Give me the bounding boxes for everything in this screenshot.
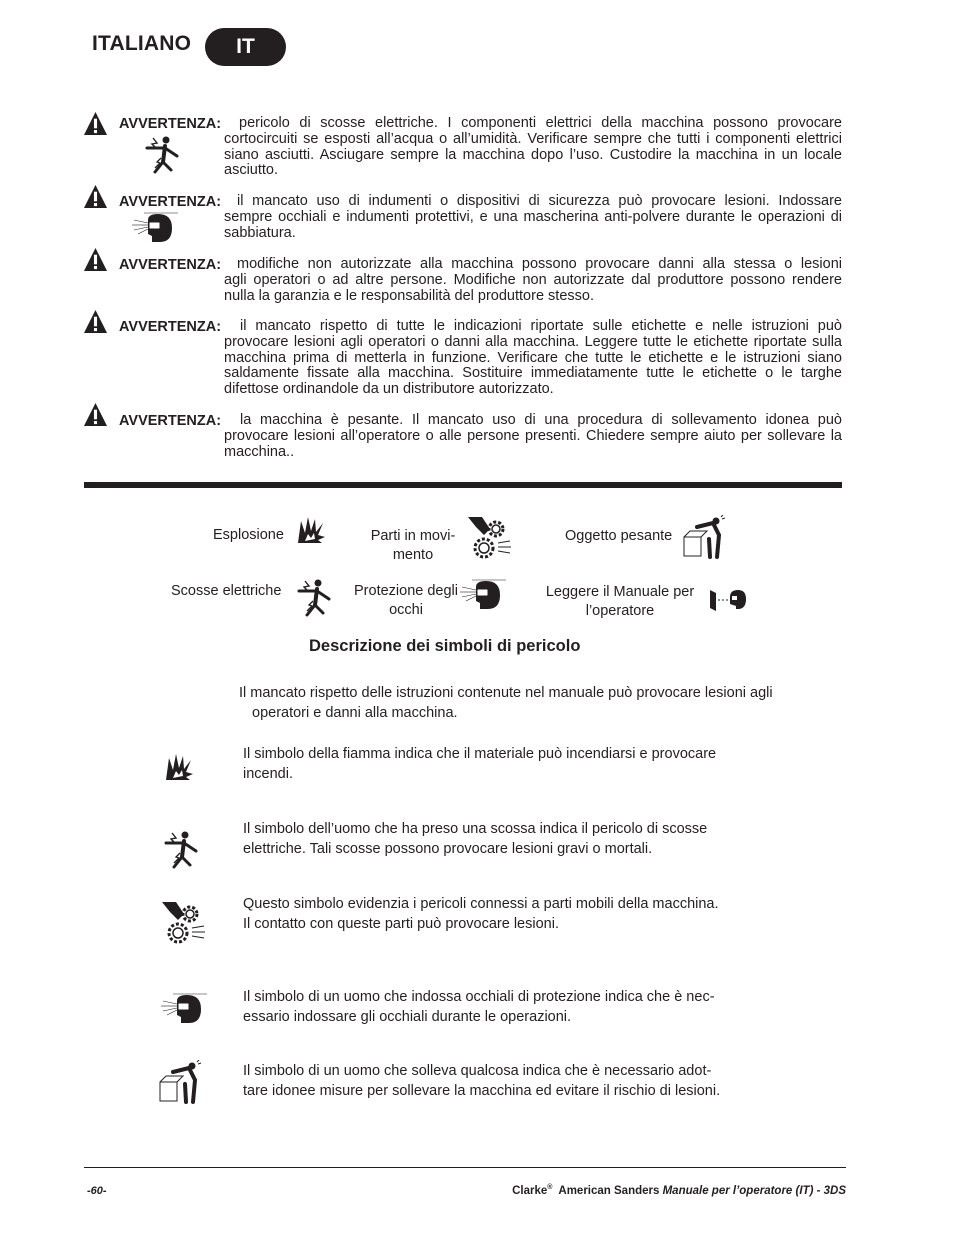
warning-first-line: pericolo di scosse elettriche. I componenti elettrici della macchina possono provocare	[239, 115, 842, 131]
section-divider	[84, 482, 842, 488]
footer-company: American Sanders	[558, 1184, 660, 1197]
footer-title	[512, 1184, 846, 1197]
section-title: Descrizione dei simboli di pericolo	[309, 637, 581, 655]
intro-line: operatori e danni alla macchina.	[252, 704, 458, 721]
explosion-icon	[296, 515, 326, 545]
warning-triangle-icon	[83, 309, 108, 334]
warning-triangle-icon	[83, 247, 108, 272]
electric-shock-icon	[141, 134, 181, 174]
electric-shock-icon	[160, 829, 200, 869]
warning-label: AVVERTENZA:	[119, 413, 222, 429]
warning-text: cortocircuiti se esposti all’acqua o all’umidità. Verificare sempre che tutti i componenti elettrici siano asciutti. Asciugare sempre la macchina dopo l’uso. Custodire la macchina in un locale asciutto.	[224, 131, 842, 179]
registered-mark: ®	[547, 1184, 553, 1191]
warning-triangle-icon	[83, 184, 108, 209]
heavy-lift-icon	[159, 1060, 203, 1104]
eye-protection-icon	[159, 993, 207, 1027]
warning-text: provocare lesioni agli operatori o danni alla macchina. Leggere tutte le etichette riportate sulla macchina prima di metterla in funzione. Verificare che tutte le etichette e le istruzioni siano saldamente fissate alla macchina. Sostituire immediatamente tutte le etichette o le targhe difettose ordinandole da un distributore autorizzato.	[224, 334, 842, 397]
symbol-label-explosion: Esplosione	[213, 527, 284, 543]
page-number: -60-	[87, 1185, 107, 1197]
warning-triangle-icon	[83, 111, 108, 136]
footer-divider	[84, 1167, 846, 1168]
symbol-description: Questo simbolo evidenzia i pericoli connessi a parti mobili della macchina. Il contatto con queste parti può provocare lesioni.	[243, 896, 719, 932]
warning-label: AVVERTENZA:	[119, 116, 222, 132]
warning-text: agli operatori o ad altre persone. Modifiche non autorizzate dal produttore possono rendere nulla la garanzia e le responsabilità del produttore stesso.	[224, 272, 842, 304]
warning-first-line: il mancato uso di indumenti o dispositivi di sicurezza può provocare lesioni. Indossare	[237, 193, 842, 209]
symbol-label-moving-parts: Parti in movi- mento	[370, 528, 456, 563]
warning-first-line: modifiche non autorizzate alla macchina possono provocare danni alla stessa o lesioni	[237, 256, 842, 272]
warning-label: AVVERTENZA:	[119, 257, 222, 273]
symbol-label-electric-shock: Scosse elettriche	[171, 583, 282, 599]
flame-icon	[164, 752, 194, 782]
warning-triangle-icon	[83, 402, 108, 427]
symbol-label-heavy-object: Oggetto pesante	[565, 528, 673, 544]
read-manual-icon	[708, 587, 748, 613]
symbol-label-eye-protection: Protezione degli occhi	[354, 583, 458, 618]
footer-brand: Clarke	[512, 1184, 548, 1197]
intro-paragraph	[239, 684, 839, 723]
eye-protection-icon	[458, 579, 506, 613]
moving-parts-icon	[466, 515, 512, 561]
symbol-description: Il simbolo dell’uomo che ha preso una scossa indica il pericolo di scosse elettriche. Tali scosse possono provocare lesioni gravi o mortali.	[243, 821, 708, 857]
heavy-lift-icon	[683, 515, 727, 559]
language-title: ITALIANO	[92, 32, 192, 55]
symbol-description: Il simbolo di un uomo che solleva qualcosa indica che è necessario adot- tare idonee misure per sollevare la macchina ed evitare il rischio di lesioni.	[243, 1063, 721, 1099]
eye-protection-icon	[130, 212, 178, 246]
warning-first-line: la macchina è pesante. Il mancato uso di una procedura di sollevamento idonea può	[240, 412, 842, 428]
warning-first-line: il mancato rispetto di tutte le indicazioni riportate sulle etichette e nelle istruzioni può	[240, 318, 842, 334]
symbol-description: Il simbolo di un uomo che indossa occhiali di protezione indica che è nec- essario indossare gli occhiali durante le operazioni.	[243, 989, 715, 1025]
warning-label: AVVERTENZA:	[119, 319, 222, 335]
symbol-description: Il simbolo della fiamma indica che il materiale può incendiarsi e provocare incendi.	[243, 746, 717, 782]
electric-shock-icon	[293, 577, 333, 617]
footer-manual-title: Manuale per l’operatore (IT) - 3DS	[662, 1184, 846, 1197]
warning-text: sempre occhiali e indumenti protettivi, e una mascherina anti-polvere durante le operazioni di sabbiatura.	[224, 209, 842, 241]
warning-label: AVVERTENZA:	[119, 194, 222, 210]
warning-text: provocare lesioni all’operatore o alle persone presenti. Chiedere sempre aiuto per sollevare la macchina..	[224, 428, 842, 460]
moving-parts-icon	[160, 900, 206, 946]
language-code-badge: IT	[205, 28, 286, 66]
intro-line: Il mancato rispetto delle istruzioni contenute nel manuale può provocare lesioni agli	[239, 685, 773, 701]
symbol-label-read-manual: Leggere il Manuale per l’operatore	[545, 584, 695, 619]
